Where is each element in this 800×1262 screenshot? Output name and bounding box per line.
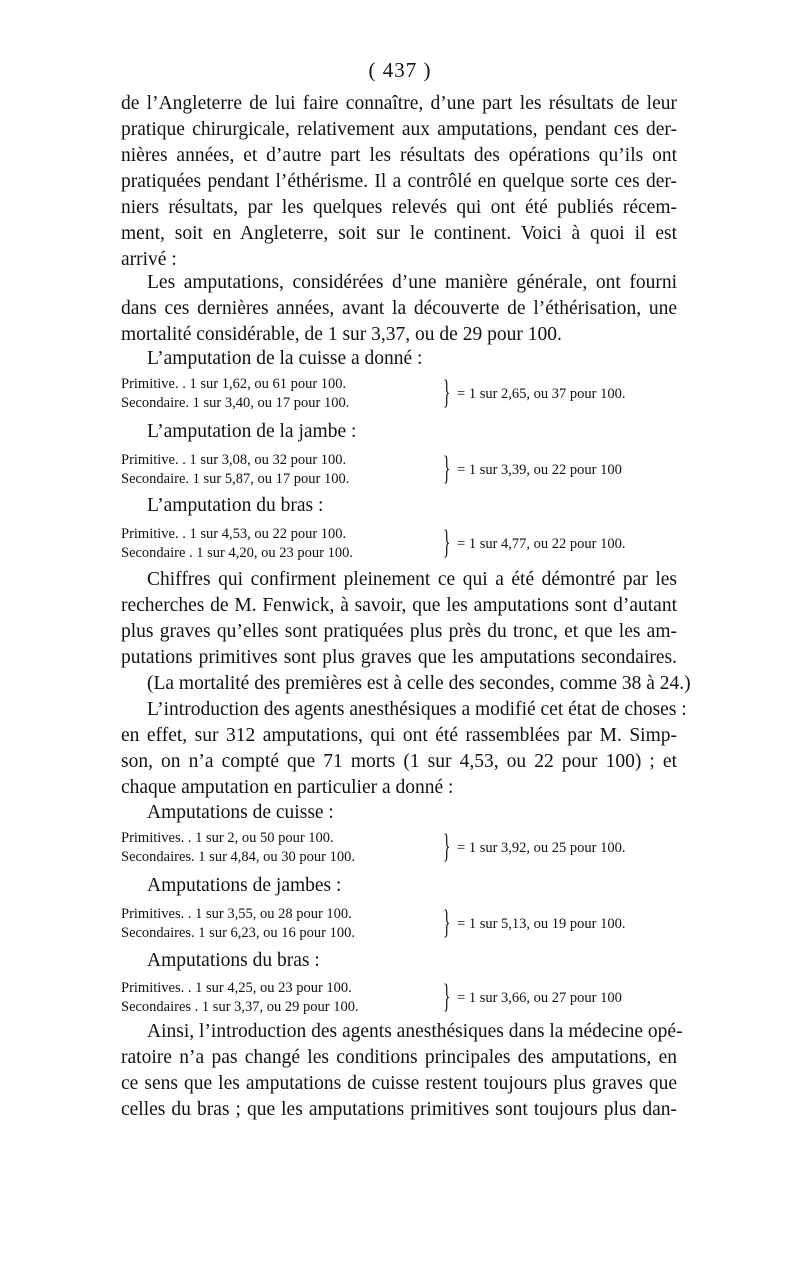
text-line: en effet, sur 312 amputations, qui ont été rassemblées par M. Simp- — [121, 725, 677, 746]
result-value: 1 sur 3,92, ou 25 pour 100. — [468, 840, 626, 856]
table-heading: Amputations de cuisse : — [147, 802, 334, 823]
table-heading: L’amputation du bras : — [147, 495, 324, 516]
table-row: Secondaires. 1 sur 4,84, ou 30 pour 100. — [121, 849, 355, 865]
table-result — [457, 460, 622, 480]
text-line: plus graves qu’elles sont pratiquées plus près du tronc, et que les am- — [121, 621, 677, 642]
table-heading: L’amputation de la jambe : — [147, 421, 357, 442]
table-result — [457, 914, 626, 934]
table-group — [121, 904, 681, 944]
brace: } — [443, 374, 451, 411]
table-group — [121, 828, 681, 868]
table-result — [457, 838, 626, 858]
table-row: Primitive. . 1 sur 1,62, ou 61 pour 100. — [121, 376, 347, 392]
table-group — [121, 374, 681, 414]
table-heading: Amputations du bras : — [147, 950, 320, 971]
text-line: niers résultats, par les quelques relevés qui ont été publiés récem- — [121, 197, 677, 218]
table-row: Secondaire. 1 sur 5,87, ou 17 pour 100. — [121, 471, 350, 487]
text-line: dans ces dernières années, avant la découverte de l’éthérisation, une — [121, 298, 677, 319]
table-group — [121, 450, 681, 490]
result-value: 1 sur 3,66, ou 27 pour 100 — [468, 990, 622, 1006]
text-line: L’introduction des agents anesthésiques a modifié cet état de choses : — [147, 699, 687, 720]
table-row: Primitive. . 1 sur 3,08, ou 32 pour 100. — [121, 452, 347, 468]
table-group — [121, 524, 681, 564]
equals-sign: = — [457, 536, 469, 552]
table-heading: L’amputation de la cuisse a donné : — [147, 348, 423, 369]
text-line: pratiquées pendant l’éthérisme. Il a contrôlé en quelque sorte ces der- — [121, 171, 677, 192]
result-value: 1 sur 3,39, ou 22 pour 100 — [468, 462, 622, 478]
equals-sign: = — [457, 386, 469, 402]
text-line: son, on n’a compté que 71 morts (1 sur 4,53, ou 22 pour 100) ; et — [121, 751, 677, 772]
table-row: Secondaire. 1 sur 3,40, ou 17 pour 100. — [121, 395, 350, 411]
text-line: Ainsi, l’introduction des agents anesthésiques dans la médecine opé- — [147, 1021, 683, 1042]
text-line: mortalité considérable, de 1 sur 3,37, ou de 29 pour 100. — [121, 324, 562, 345]
text-line: arrivé : — [121, 249, 177, 270]
result-value: 1 sur 4,77, ou 22 pour 100. — [468, 536, 626, 552]
equals-sign: = — [457, 990, 469, 1006]
result-value: 1 sur 5,13, ou 19 pour 100. — [468, 916, 626, 932]
equals-sign: = — [457, 840, 469, 856]
equals-sign: = — [457, 462, 469, 478]
brace: } — [443, 450, 451, 487]
text-line: nières années, et d’autre part les résultats des opérations qu’ils ont — [121, 145, 677, 166]
brace: } — [443, 978, 451, 1015]
table-result — [457, 534, 626, 554]
table-row: Secondaires. 1 sur 6,23, ou 16 pour 100. — [121, 925, 355, 941]
table-row: Primitive. . 1 sur 4,53, ou 22 pour 100. — [121, 526, 347, 542]
page-number: ( 437 ) — [368, 58, 432, 82]
text-line: (La mortalité des premières est à celle des secondes, comme 38 à 24.) — [147, 673, 691, 694]
result-value: 1 sur 2,65, ou 37 pour 100. — [468, 386, 626, 402]
text-line: putations primitives sont plus graves que les amputations secondaires. — [121, 647, 677, 668]
text-line: celles du bras ; que les amputations primitives sont toujours plus dan- — [121, 1099, 677, 1120]
table-row: Primitives. . 1 sur 3,55, ou 28 pour 100. — [121, 906, 352, 922]
brace: } — [443, 828, 451, 865]
text-line: chaque amputation en particulier a donné : — [121, 777, 454, 798]
equals-sign: = — [457, 916, 469, 932]
table-heading: Amputations de jambes : — [147, 875, 342, 896]
text-line: Chiffres qui confirment pleinement ce qui a été démontré par les — [147, 569, 677, 590]
table-row: Secondaire . 1 sur 4,20, ou 23 pour 100. — [121, 545, 353, 561]
brace: } — [443, 524, 451, 561]
table-row: Secondaires . 1 sur 3,37, ou 29 pour 100. — [121, 999, 359, 1015]
table-result — [457, 384, 626, 404]
text-line: ratoire n’a pas changé les conditions principales des amputations, en — [121, 1047, 677, 1068]
text-line: de l’Angleterre de lui faire connaître, d’une part les résultats de leur — [121, 93, 677, 114]
text-line: ment, soit en Angleterre, soit sur le continent. Voici à quoi il est — [121, 223, 677, 244]
text-line: pratique chirurgicale, relativement aux amputations, pendant ces der- — [121, 119, 677, 140]
brace: } — [443, 904, 451, 941]
text-line: ce sens que les amputations de cuisse restent toujours plus graves que — [121, 1073, 677, 1094]
table-group — [121, 978, 681, 1018]
table-row: Primitives. . 1 sur 4,25, ou 23 pour 100. — [121, 980, 352, 996]
table-row: Primitives. . 1 sur 2, ou 50 pour 100. — [121, 830, 334, 846]
table-result — [457, 988, 622, 1008]
text-line: Les amputations, considérées d’une manière générale, ont fourni — [147, 272, 677, 293]
text-line: recherches de M. Fenwick, à savoir, que les amputations sont d’autant — [121, 595, 677, 616]
